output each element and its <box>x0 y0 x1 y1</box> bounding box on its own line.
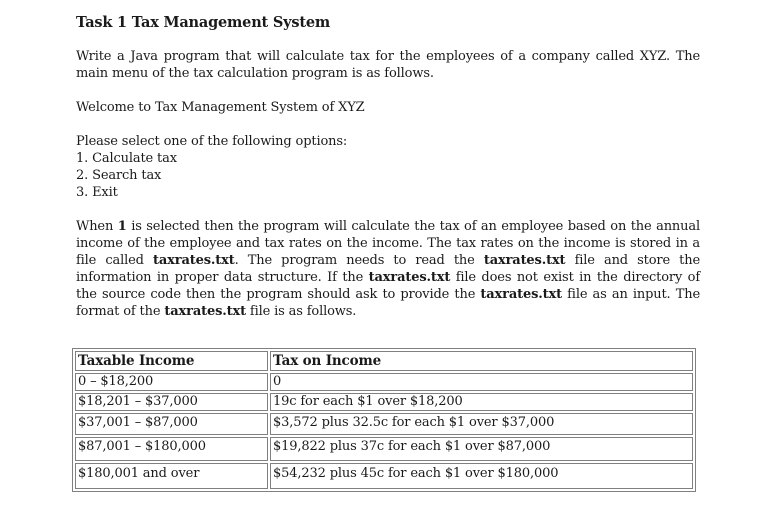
menu-prompt: Please select one of the following options: <box>76 134 348 149</box>
file-name: taxrates.txt <box>153 253 235 268</box>
income-range-cell: $37,001 – $87,000 <box>75 413 268 435</box>
tax-cell: 19c for each $1 over $18,200 <box>270 393 693 411</box>
tax-rates-table <box>72 348 696 492</box>
table-row <box>75 463 693 489</box>
file-name: taxrates.txt <box>164 304 246 319</box>
income-range-cell: $180,001 and over <box>75 463 268 489</box>
income-range-cell: $87,001 – $180,000 <box>75 437 268 461</box>
file-name: taxrates.txt <box>368 270 451 285</box>
description-paragraph: When 1 is selected then the program will calculate the tax of an employee based on the annual income of the employee and tax rates on the income. The tax rates on the income is stored in a file called taxrates.txt. The program needs to read the taxrates.txt file and store the information in proper data structure. If the taxrates.txt file does not exist in the directory of the source code then the program should ask to provide the taxrates.txt file as an input. The format of the taxrates.txt file is as follows. <box>76 219 701 319</box>
task-title: Task 1 Tax Management System <box>76 14 331 31</box>
menu-option-exit: 3. Exit <box>76 185 118 200</box>
income-range-cell: $18,201 – $37,000 <box>75 393 268 411</box>
menu-option-search: 2. Search tax <box>76 168 162 183</box>
menu-option-calculate: 1. Calculate tax <box>76 151 177 166</box>
table-header-row <box>75 351 693 371</box>
table-row <box>75 373 693 391</box>
header-tax-on-income: Tax on Income <box>270 351 693 371</box>
table-row <box>75 437 693 461</box>
tax-cell: $54,232 plus 45c for each $1 over $180,000 <box>270 463 693 489</box>
option-number: 1 <box>117 219 127 234</box>
document-page <box>76 14 700 320</box>
tax-cell: $3,572 plus 32.5c for each $1 over $37,000 <box>270 413 693 435</box>
welcome-line: Welcome to Tax Management System of XYZ <box>76 100 365 115</box>
file-name: taxrates.txt <box>483 253 566 268</box>
tax-cell: $19,822 plus 37c for each $1 over $87,000 <box>270 437 693 461</box>
header-taxable-income: Taxable Income <box>75 351 268 371</box>
income-range-cell: 0 – $18,200 <box>75 373 268 391</box>
tax-cell: 0 <box>270 373 693 391</box>
table-row <box>75 413 693 435</box>
table-row <box>75 393 693 411</box>
intro-paragraph: Write a Java program that will calculate tax for the employees of a company called XYZ. The main menu of the tax calculation program is as follows. <box>76 49 700 81</box>
file-name: taxrates.txt <box>480 287 562 302</box>
